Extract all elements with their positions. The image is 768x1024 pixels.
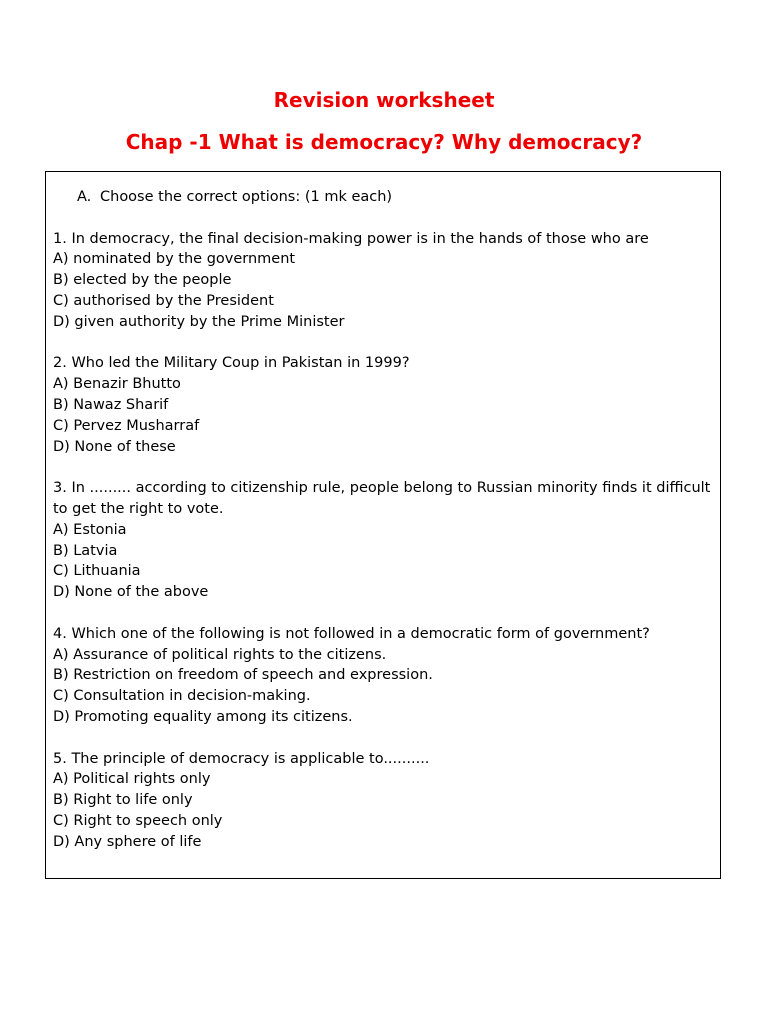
option-b: B) Restriction on freedom of speech and expression. [53,667,433,684]
question-3 [53,478,715,603]
option-d: D) None of these [53,438,176,455]
option-d: D) Any sphere of life [53,833,202,850]
option-b: B) Latvia [53,542,118,559]
question-box [45,171,721,879]
option-c: C) Consultation in decision-making. [53,688,311,705]
question-text: 3. In ......... according to citizenship rule, people belong to Russian minority finds it difficult to get the right to vote. [53,480,711,517]
question-text: 1. In democracy, the final decision-making power is in the hands of those who are [53,230,649,247]
question-content [53,187,715,873]
question-1 [53,229,715,333]
question-4 [53,624,715,728]
option-b: B) Nawaz Sharif [53,396,169,413]
option-c: C) authorised by the President [53,292,274,309]
section-instruction: Choose the correct options: (1 mk each) [100,189,393,205]
option-d: D) given authority by the Prime Minister [53,313,345,330]
question-text: 4. Which one of the following is not followed in a democratic form of government? [53,625,650,642]
option-c: C) Right to speech only [53,812,223,829]
worksheet-title: Revision worksheet [273,88,495,112]
chapter-title: Chap -1 What is democracy? Why democracy? [125,130,643,154]
question-text: 2. Who led the Military Coup in Pakistan in 1999? [53,355,410,372]
option-c: C) Lithuania [53,563,141,580]
question-text: 5. The principle of democracy is applicable to.......... [53,750,430,767]
question-2 [53,353,715,457]
section-marker: A. [77,189,92,205]
question-5 [53,749,715,853]
option-b: B) Right to life only [53,792,193,809]
section-heading [53,187,715,208]
option-a: A) Benazir Bhutto [53,376,181,393]
option-a: A) Assurance of political rights to the citizens. [53,646,387,663]
option-d: D) None of the above [53,584,209,601]
option-b: B) elected by the people [53,272,232,289]
option-a: A) Estonia [53,521,127,538]
option-c: C) Pervez Musharraf [53,417,200,434]
option-a: A) nominated by the government [53,251,296,268]
option-d: D) Promoting equality among its citizens. [53,708,353,725]
option-a: A) Political rights only [53,771,211,788]
